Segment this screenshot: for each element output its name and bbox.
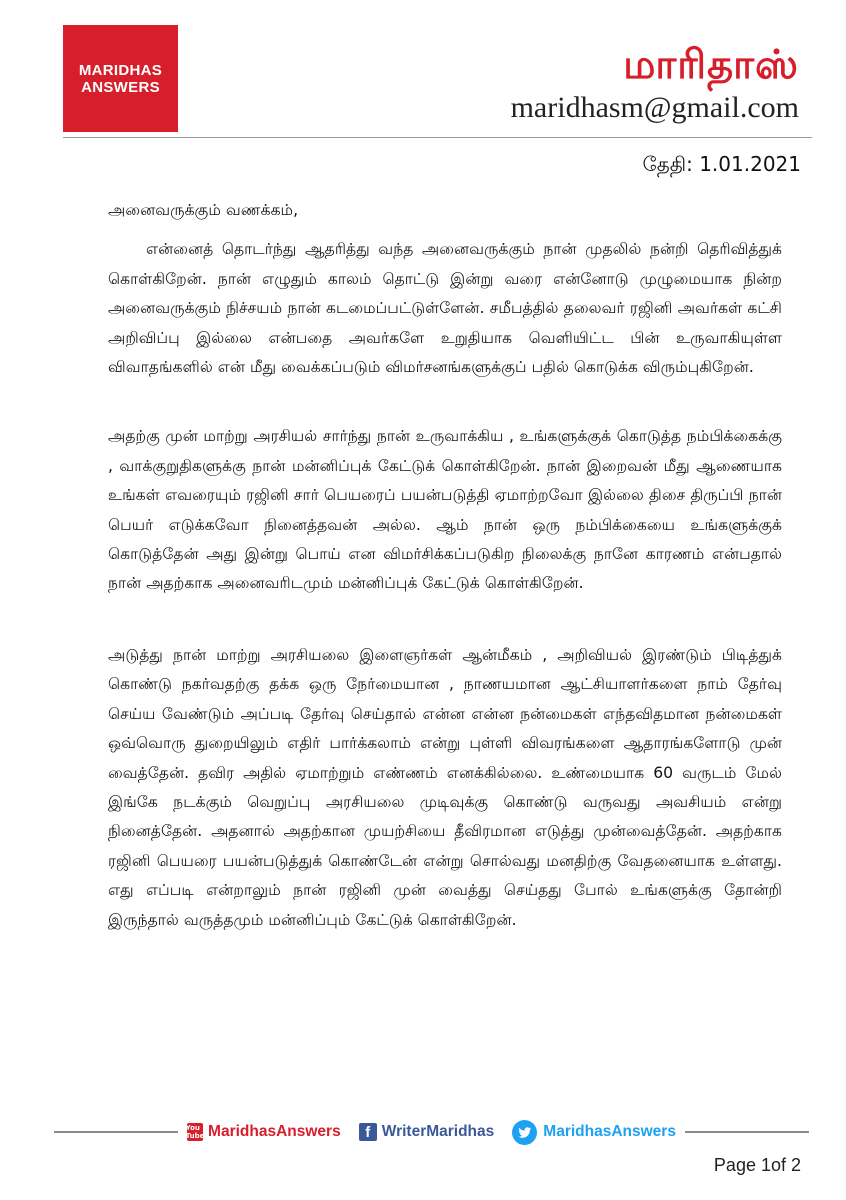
youtube-icon-text: You Tube: [185, 1124, 205, 1140]
paragraph-3: அடுத்து நான் மாற்று அரசியலை இளைஞர்கள் ஆன்மீகம் , அறிவியல் இரண்டும் பிடித்துக் கொண்டு நகர்வதற்கு தக்க ஒரு நேர்மையான , நாணயமான ஆட்சியாளர்களை நாம் தேர்வு செய்ய வேண்டும் அப்படி தேர்வு செய்தால் என்ன என்ன நன்மைகள் எந்தவிதமான நன்மைகள் ஒவ்வொரு துறையிலும் எதிர் பார்க்கலாம் என்று புள்ளி விவரங்களை ஆதாரங்களோடு முன் வைத்தேன். தவிர அதில் ஏமாற்றும் எண்ணம் எனக்கில்லை. உண்மையாக 60 வருடம் மேல் இங்கே நடக்கும் வெறுப்பு அரசியலை முடிவுக்கு கொண்டு வருவது அவசியம் என்று நினைத்தேன். அதனால் அதற்கான முயற்சியை தீவிரமான எடுத்து முன்வைத்தேன். அதற்காக ரஜினி பெயரை பயன்படுத்துக் கொண்டேன் என்று சொல்வது மனதிற்கு வேதனையாக உள்ளது. எது எப்படி என்றாலும் நான் ரஜினி முன் வைத்து செய்தது போல் உங்களுக்கு தோன்றி இருந்தால் வருத்தமும் மன்னிப்பும் கேட்டுக் கொள்கிறேன்.: [108, 645, 782, 929]
twitter-label: MaridhasAnswers: [543, 1123, 676, 1140]
facebook-link[interactable]: [359, 1123, 495, 1141]
brand-name: மாரிதாஸ்: [623, 42, 799, 88]
logo-line-2: ANSWERS: [81, 78, 160, 96]
letter-date: தேதி: 1.01.2021: [642, 152, 801, 176]
facebook-icon-text: f: [365, 1124, 371, 1141]
twitter-icon: [512, 1120, 537, 1145]
youtube-label: MaridhasAnswers: [208, 1123, 341, 1140]
facebook-label: WriterMaridhas: [381, 1123, 495, 1140]
maridhas-answers-logo: [63, 25, 178, 132]
letter-body: [108, 196, 782, 935]
footer-line-left: [54, 1131, 178, 1133]
facebook-icon: [359, 1123, 377, 1141]
paragraph-2: அதற்கு முன் மாற்று அரசியல் சார்ந்து நான் உருவாக்கிய , உங்களுக்குக் கொடுத்த நம்பிக்கைக்கு , வாக்குறுதிகளுக்கு நான் மன்னிப்புக் கேட்டுக் கொள்கிறேன். நான் இறைவன் மீது ஆணையாக உங்கள் எவரையும் ரஜினி சார் பெயரைப் பயன்படுத்தி ஏமாற்றவோ இல்லை திசை திருப்பி நான் பெயர் எடுக்கவோ நினைத்தவன் அல்ல. ஆம் நான் ஒரு நம்பிக்கையை உங்களுக்குக் கொடுத்தேன் அது இன்று பொய் என விமர்சிக்கப்படுகிற நிலைக்கு நானே காரணம் என்பதால் நான் அதற்காக அனைவரிடமும் மன்னிப்புக் கேட்டுக் கொள்கிறேன்.: [108, 427, 782, 593]
footer-line-right: [685, 1131, 809, 1133]
social-footer: [54, 1118, 809, 1146]
header-divider: [63, 137, 812, 138]
greeting: அனைவருக்கும் வணக்கம்,: [108, 201, 299, 219]
youtube-icon: [187, 1123, 203, 1141]
logo-line-1: MARIDHAS: [78, 61, 163, 79]
youtube-link[interactable]: [187, 1123, 341, 1141]
twitter-link[interactable]: [512, 1120, 676, 1145]
paragraph-spacer: [108, 382, 782, 422]
page-number: Page 1of 2: [713, 1155, 801, 1175]
paragraph-spacer: [108, 599, 782, 641]
paragraph-1: என்னைத் தொடர்ந்து ஆதரித்து வந்த அனைவருக்கும் நான் முதலில் நன்றி தெரிவித்துக் கொள்கிறேன். நான் எழுதும் காலம் தொட்டு இன்று வரை என்னோடு முழுமையாக நின்ற அனைவருக்கும் நிச்சயம் நான் கடமைப்பட்டுள்ளேன். சமீபத்தில் தலைவர் ரஜினி அவர்கள் கட்சி அறிவிப்பு இல்லை என்பதை அவர்களே உறுதியாக வெளியிட்ட பின் உருவாகியுள்ள விவாதங்களில் என் மீது வைக்கப்படும் விமர்சனங்களுக்குப் பதில் கொடுக்க விரும்புகிறேன்.: [108, 240, 782, 377]
email-address: maridhasm@gmail.com: [510, 91, 799, 124]
